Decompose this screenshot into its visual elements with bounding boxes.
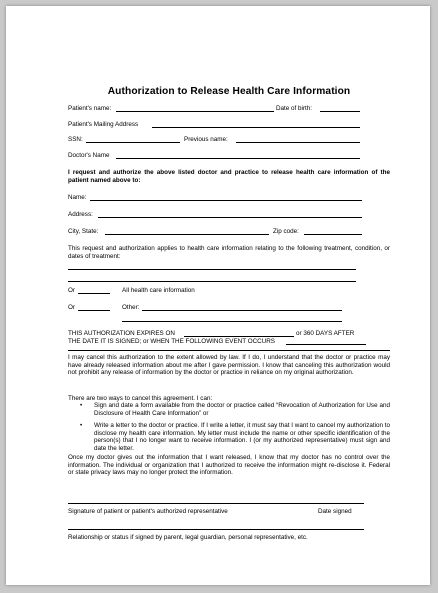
applies-paragraph: This request and authorization applies to health care information relating to the following treatment, condition, or dates of treatment: [68,245,390,260]
recipient-address-field[interactable] [98,217,362,218]
recipient-name-label: Name: [68,194,87,201]
dob-label: Date of birth: [276,105,313,112]
signature-label: Signature of patient or patient's authorized representative [68,508,228,515]
previous-name-field[interactable] [236,142,360,143]
bullet-2-text: Write a letter to the doctor or practice. If I write a letter, it must say that I want to cancel my authorization to disclose my health care information. My letter must include the name or other specific identification of the person(s) that I no longer want to receive information. I (or my authorized representative) must sign and date the letter. [94,422,390,452]
expires-line-2: THE DATE IT IS SIGNED; or WHEN THE FOLLOWING EVENT OCCURS [68,338,276,345]
once-paragraph: Once my doctor gives out the information that I want released, I know that my doctor has no control over the information. The individual or organization that I authorized to receive the information might re-disclose it. Federal or state privacy laws may no longer protect the information. [68,454,390,477]
doctor-name-label: Doctor's Name [68,152,110,159]
dob-field[interactable] [320,111,360,112]
doctor-name-field[interactable] [116,158,360,159]
cancel-paragraph: I may cancel this authorization to the extent allowed by law. If I do, I understand that the doctor or practice may have already released information about me after I gave permission. I know that canceling this authorization would not prohibit any release of information by the doctor or practice in reliance on my original authorization. [68,354,390,377]
or-label-1: Or [68,287,75,294]
treatment-line-1[interactable] [68,269,356,270]
two-ways-text: There are two ways to cancel this agreement. I can: [68,395,213,402]
document-frame [6,6,430,585]
ssn-label: SSN: [68,136,83,143]
expires-line-1-a: THIS AUTHORIZATION EXPIRES ON [68,330,175,337]
or-label-2: Or [68,304,75,311]
divider [68,350,390,351]
city-state-field[interactable] [105,234,269,235]
bullet-1-text: Sign and date a form available from the doctor or practice called “Revocation of Authorization for Use and Disclosure of Health Care Information” or [94,402,390,417]
ssn-field[interactable] [86,142,180,143]
zip-label: Zip code: [273,228,299,235]
previous-name-label: Previous name: [184,136,228,143]
request-paragraph: I request and authorize the above listed doctor and practice to release health care information of the patient named above to: [68,169,390,184]
bullet-2-marker: • [80,422,83,429]
other-field-2[interactable] [122,321,342,322]
expires-date-field[interactable] [184,336,294,337]
city-state-label: City, State: [68,228,99,235]
relationship-line[interactable] [68,529,364,530]
all-info-label: All health care information [122,287,195,294]
other-checkline[interactable] [78,310,110,311]
expires-line-1-b: or 360 DAYS AFTER [296,330,355,337]
treatment-line-2[interactable] [68,281,356,282]
other-field[interactable] [142,310,342,311]
signature-line[interactable] [68,503,364,504]
recipient-address-label: Address: [68,211,93,218]
form-title: Authorization to Release Health Care Information [107,86,351,97]
zip-field[interactable] [304,234,362,235]
patient-name-label: Patient's name: [68,105,112,112]
recipient-name-field[interactable] [90,200,362,201]
date-signed-label: Date signed [318,508,352,515]
relationship-label: Relationship or status if signed by parent, legal guardian, personal representative, etc. [68,534,308,541]
bullet-1-marker: • [80,402,83,409]
mailing-address-field[interactable] [152,127,360,128]
all-info-checkline[interactable] [78,293,110,294]
expires-event-field[interactable] [286,344,366,345]
patient-name-field[interactable] [116,111,274,112]
mailing-address-label: Patient's Mailing Address [68,121,139,128]
other-label: Other: [122,304,140,311]
